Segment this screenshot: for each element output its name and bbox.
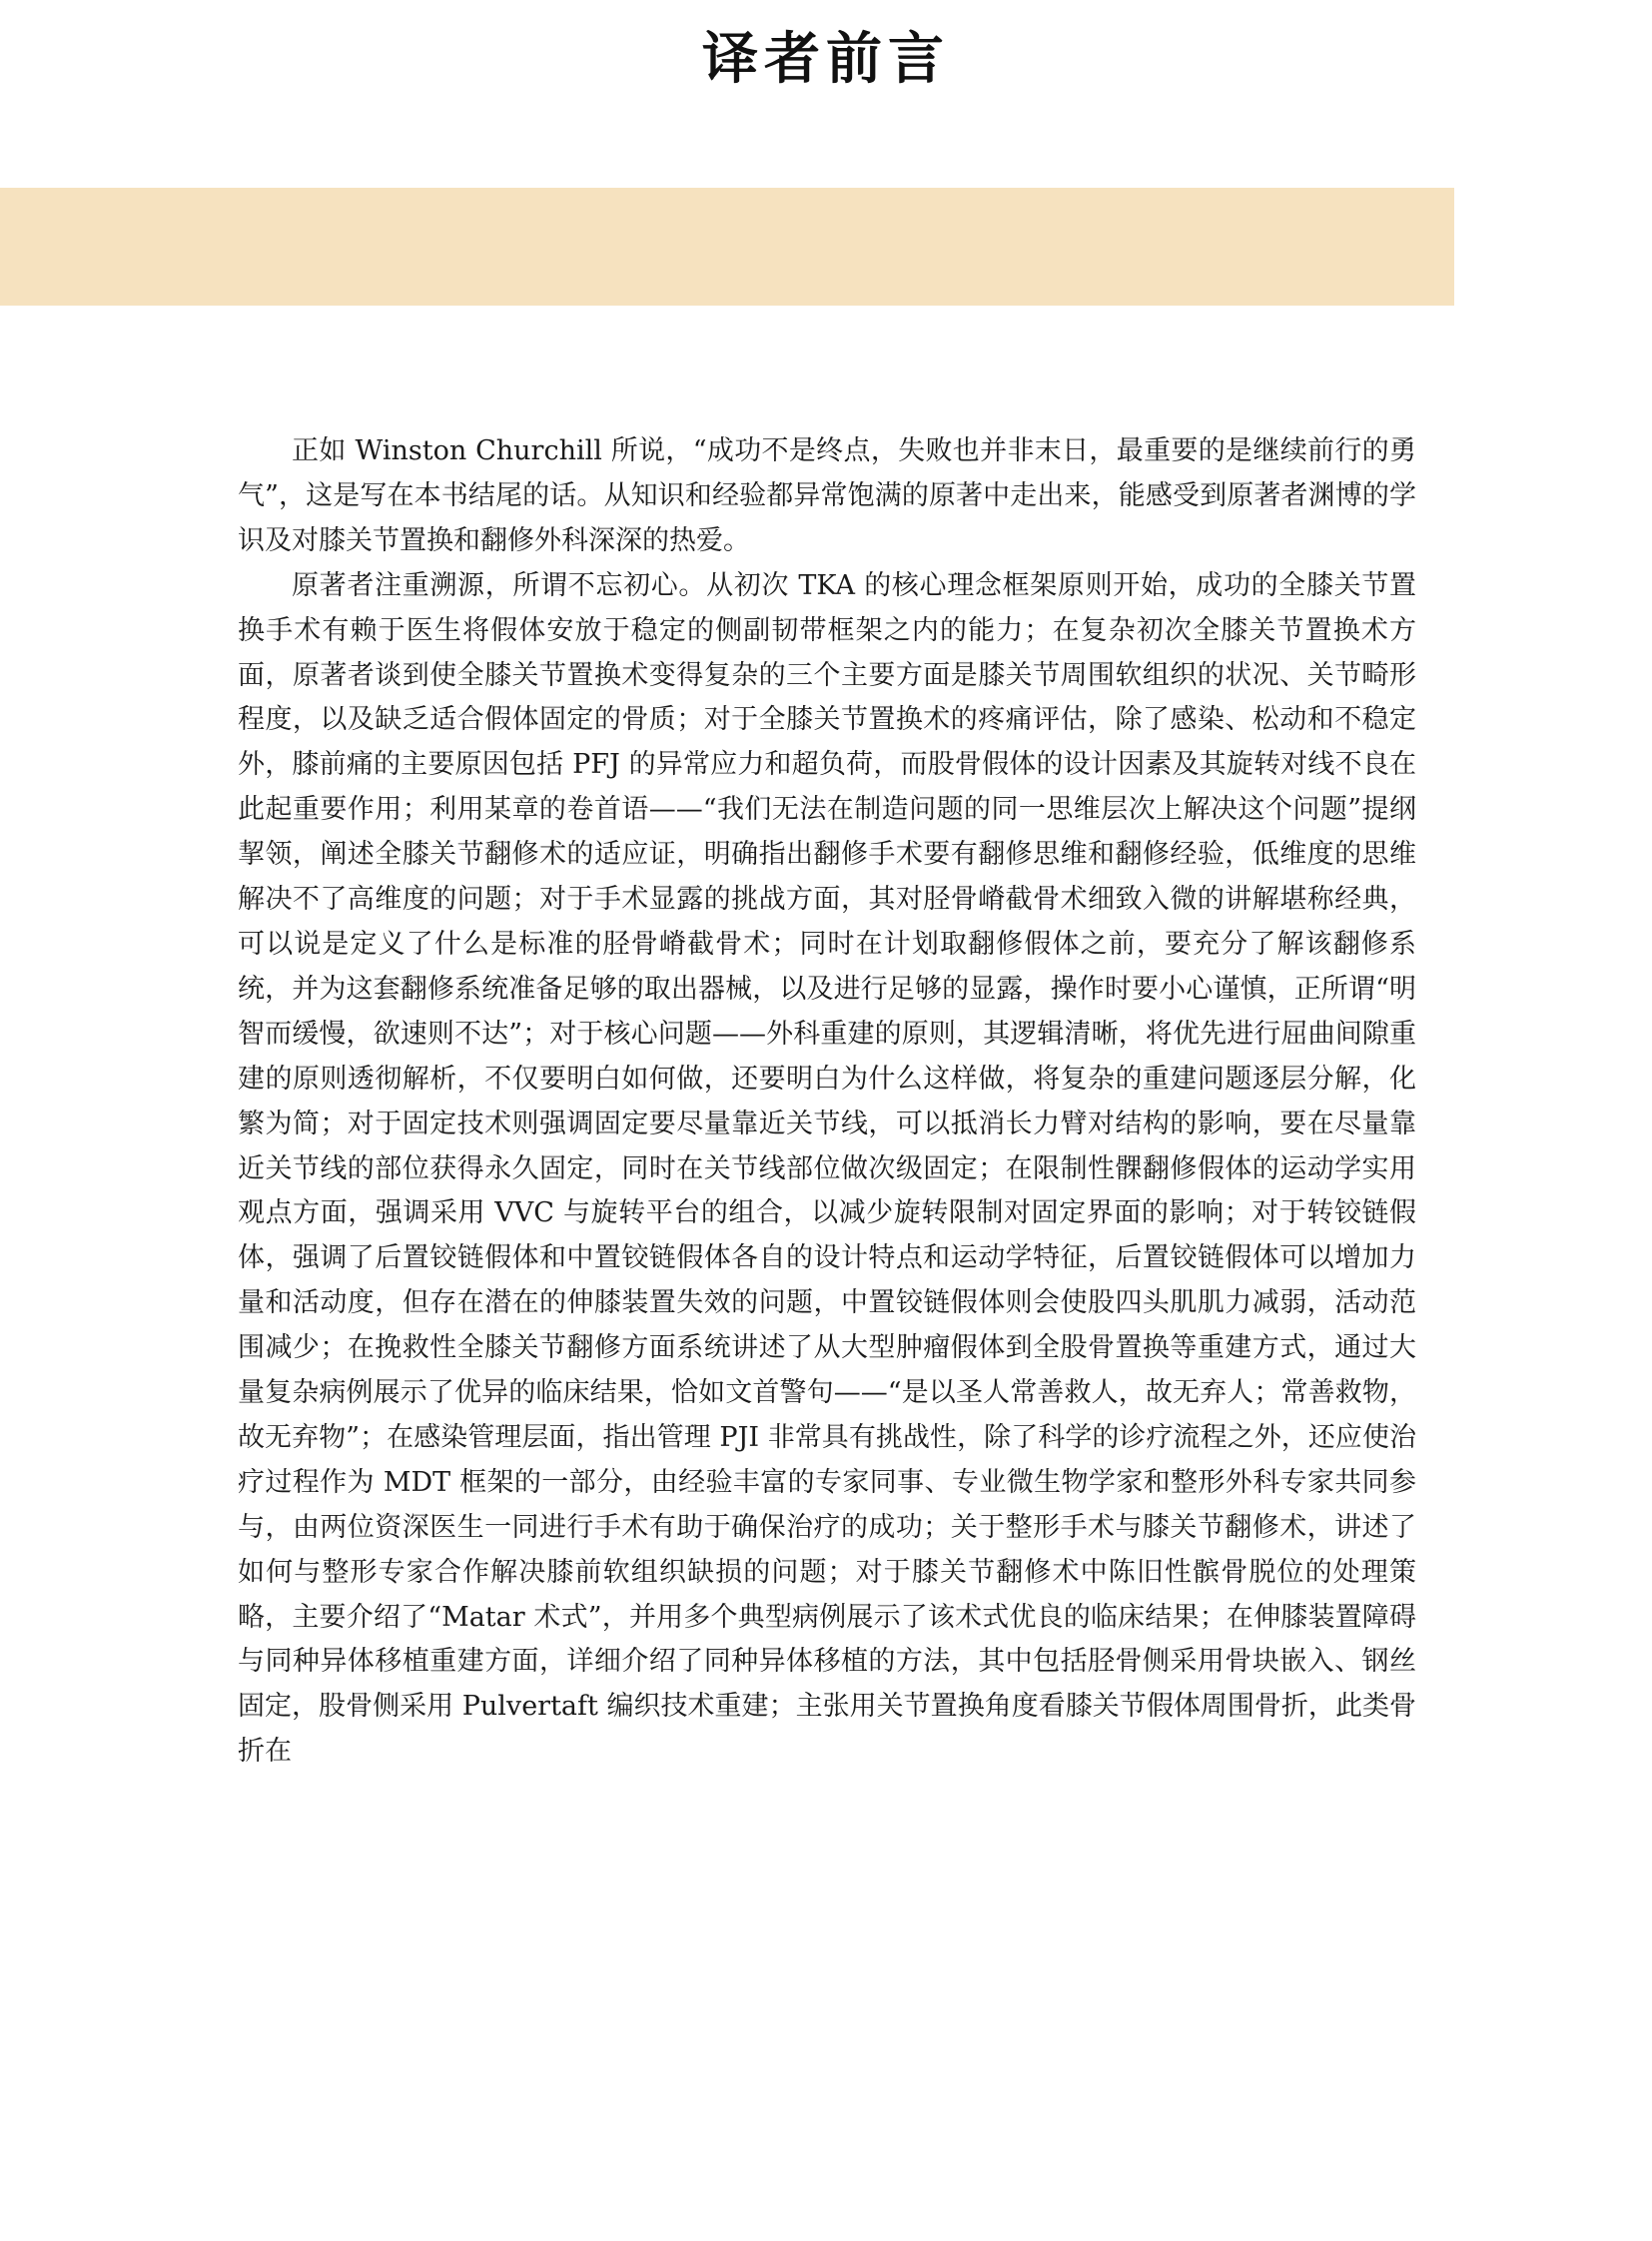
body-text	[238, 429, 1416, 1775]
title-band	[0, 188, 1454, 306]
page-title: 译者前言	[702, 26, 950, 92]
paragraph-2: 原著者注重溯源，所谓不忘初心。从初次 TKA 的核心理念框架原则开始，成功的全膝关节置换手术有赖于医生将假体安放于稳定的侧副韧带框架之内的能力；在复杂初次全膝关节置换术方面，原著者谈到使全膝关节置换术变得复杂的三个主要方面是膝关节周围软组织的状况、关节畸形程度，以及缺乏适合假体固定的骨质；对于全膝关节置换术的疼痛评估，除了感染、松动和不稳定外，膝前痛的主要原因包括 PFJ 的异常应力和超负荷，而股骨假体的设计因素及其旋转对线不良在此起重要作用；利用某章的卷首语——“我们无法在制造问题的同一思维层次上解决这个问题”提纲挈领，阐述全膝关节翻修术的适应证，明确指出翻修手术要有翻修思维和翻修经验，低维度的思维解决不了高维度的问题；对于手术显露的挑战方面，其对胫骨嵴截骨术细致入微的讲解堪称经典，可以说是定义了什么是标准的胫骨嵴截骨术；同时在计划取翻修假体之前，要充分了解该翻修系统，并为这套翻修系统准备足够的取出器械，以及进行足够的显露，操作时要小心谨慎，正所谓“明智而缓慢，欲速则不达”；对于核心问题——外科重建的原则，其逻辑清晰，将优先进行屈曲间隙重建的原则透彻解析，不仅要明白如何做，还要明白为什么这样做，将复杂的重建问题逐层分解，化繁为简；对于固定技术则强调固定要尽量靠近关节线，可以抵消长力臂对结构的影响，要在尽量靠近关节线的部位获得永久固定，同时在关节线部位做次级固定；在限制性髁翻修假体的运动学实用观点方面，强调采用 VVC 与旋转平台的组合，以减少旋转限制对固定界面的影响；对于转铰链假体，强调了后置铰链假体和中置铰链假体各自的设计特点和运动学特征，后置铰链假体可以增加力量和活动度，但存在潜在的伸膝装置失效的问题，中置铰链假体则会使股四头肌肌力减弱，活动范围减少；在挽救性全膝关节翻修方面系统讲述了从大型肿瘤假体到全股骨置换等重建方式，通过大量复杂病例展示了优异的临床结果，恰如文首警句——“是以圣人常善救人，故无弃人；常善救物，故无弃物”；在感染管理层面，指出管理 PJI 非常具有挑战性，除了科学的诊疗流程之外，还应使治疗过程作为 MDT 框架的一部分，由经验丰富的专家同事、专业微生物学家和整形外科专家共同参与，由两位资深医生一同进行手术有助于确保治疗的成功；关于整形手术与膝关节翻修术，讲述了如何与整形专家合作解决膝前软组织缺损的问题；对于膝关节翻修术中陈旧性髌骨脱位的处理策略，主要介绍了“Matar 术式”，并用多个典型病例展示了该术式优良的临床结果；在伸膝装置障碍与同种异体移植重建方面，详细介绍了同种异体移植的方法，其中包括胫骨侧采用骨块嵌入、钢丝固定，股骨侧采用 Pulvertaft 编织技术重建；主张用关节置换角度看膝关节假体周围骨折，此类骨折在	[238, 569, 1416, 1768]
paragraph-1: 正如 Winston Churchill 所说，“成功不是终点，失败也并非末日，最重要的是继续前行的勇气”，这是写在本书结尾的话。从知识和经验都异常饱满的原著中走出来，能感受到原著者渊博的学识及对膝关节置换和翻修外科深深的热爱。	[238, 435, 1416, 556]
